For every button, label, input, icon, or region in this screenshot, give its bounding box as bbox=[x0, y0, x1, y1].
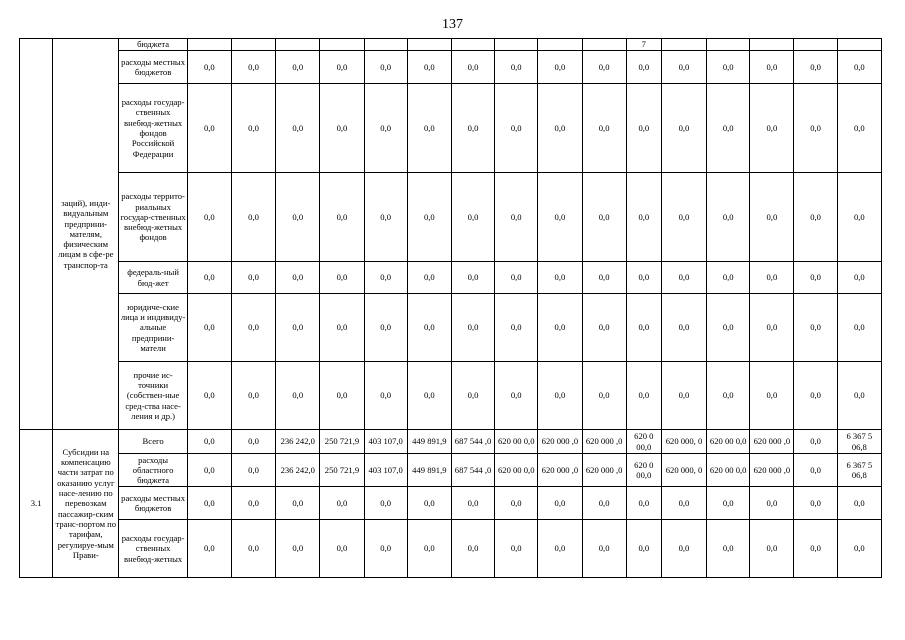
value-cell: 0,0 bbox=[837, 487, 881, 520]
value-cell: 6 367 5 06,8 bbox=[837, 454, 881, 487]
value-cell: 0,0 bbox=[276, 520, 320, 578]
value-cell: 0,0 bbox=[661, 294, 706, 362]
budget-table bbox=[19, 38, 882, 578]
value-cell: 0,0 bbox=[794, 262, 837, 294]
page-number: 137 bbox=[442, 17, 463, 32]
funding-source-cell: расходы местных бюджетов bbox=[119, 487, 187, 520]
value-cell: 0,0 bbox=[495, 262, 538, 294]
value-cell: 0,0 bbox=[661, 173, 706, 262]
value-cell: 0,0 bbox=[495, 173, 538, 262]
value-cell: 0,0 bbox=[276, 262, 320, 294]
value-cell: 620 0 00,0 bbox=[626, 430, 661, 454]
value-cell: 0,0 bbox=[794, 84, 837, 173]
value-cell: 0,0 bbox=[661, 487, 706, 520]
table-row bbox=[20, 454, 882, 487]
value-cell: 0,0 bbox=[407, 173, 451, 262]
value-cell: 0,0 bbox=[582, 51, 626, 84]
value-cell: 0,0 bbox=[231, 294, 275, 362]
value-cell: 0,0 bbox=[750, 362, 794, 430]
value-cell: 0,0 bbox=[231, 51, 275, 84]
value-cell: 0,0 bbox=[837, 362, 881, 430]
value-cell: 0,0 bbox=[231, 520, 275, 578]
funding-source-cell: расходы террито-риальных государ-ственных внебюд-жетных фондов bbox=[119, 173, 187, 262]
value-cell: 687 544 ,0 bbox=[451, 430, 494, 454]
funding-source-cell: федераль-ный бюд-жет bbox=[119, 262, 187, 294]
value-cell: 0,0 bbox=[187, 454, 231, 487]
value-cell: 0,0 bbox=[495, 294, 538, 362]
value-cell: 0,0 bbox=[364, 294, 407, 362]
value-cell: 0,0 bbox=[626, 294, 661, 362]
value-cell: 0,0 bbox=[837, 173, 881, 262]
value-cell: 0,0 bbox=[320, 520, 364, 578]
value-cell: 0,0 bbox=[538, 173, 582, 262]
value-cell: 0,0 bbox=[750, 173, 794, 262]
value-cell: 0,0 bbox=[626, 362, 661, 430]
value-cell: 0,0 bbox=[231, 362, 275, 430]
value-cell: 0,0 bbox=[707, 84, 750, 173]
value-cell: 0,0 bbox=[451, 294, 494, 362]
value-cell: 620 000 ,0 bbox=[582, 430, 626, 454]
item-number-cell bbox=[20, 39, 53, 430]
value-cell: 0,0 bbox=[187, 520, 231, 578]
value-cell: 0,0 bbox=[231, 454, 275, 487]
value-cell: 0,0 bbox=[407, 362, 451, 430]
value-cell: 0,0 bbox=[451, 262, 494, 294]
value-cell: 0,0 bbox=[320, 362, 364, 430]
value-cell: 0,0 bbox=[495, 520, 538, 578]
value-cell bbox=[582, 39, 626, 51]
value-cell: 0,0 bbox=[626, 173, 661, 262]
value-cell: 0,0 bbox=[451, 520, 494, 578]
value-cell: 0,0 bbox=[707, 262, 750, 294]
value-cell: 0,0 bbox=[538, 51, 582, 84]
value-cell: 0,0 bbox=[707, 173, 750, 262]
value-cell: 0,0 bbox=[582, 487, 626, 520]
value-cell: 0,0 bbox=[451, 84, 494, 173]
value-cell: 250 721,9 bbox=[320, 454, 364, 487]
value-cell: 0,0 bbox=[538, 487, 582, 520]
value-cell: 0,0 bbox=[187, 294, 231, 362]
value-cell: 0,0 bbox=[794, 454, 837, 487]
value-cell: 0,0 bbox=[538, 362, 582, 430]
value-cell: 0,0 bbox=[582, 262, 626, 294]
value-cell: 0,0 bbox=[187, 173, 231, 262]
value-cell: 0,0 bbox=[320, 84, 364, 173]
value-cell: 0,0 bbox=[794, 430, 837, 454]
value-cell: 0,0 bbox=[231, 487, 275, 520]
value-cell bbox=[707, 39, 750, 51]
value-cell: 236 242,0 bbox=[276, 430, 320, 454]
value-cell: 0,0 bbox=[750, 84, 794, 173]
value-cell: 0,0 bbox=[750, 51, 794, 84]
value-cell: 620 00 0,0 bbox=[495, 430, 538, 454]
value-cell: 0,0 bbox=[276, 294, 320, 362]
value-cell: 403 107,0 bbox=[364, 430, 407, 454]
value-cell: 620 00 0,0 bbox=[495, 454, 538, 487]
value-cell: 0,0 bbox=[837, 520, 881, 578]
value-cell: 0,0 bbox=[538, 84, 582, 173]
value-cell: 0,0 bbox=[364, 173, 407, 262]
value-cell: 0,0 bbox=[661, 51, 706, 84]
value-cell: 0,0 bbox=[407, 520, 451, 578]
value-cell: 0,0 bbox=[794, 487, 837, 520]
value-cell: 0,0 bbox=[495, 362, 538, 430]
value-cell: 0,0 bbox=[407, 84, 451, 173]
value-cell bbox=[750, 39, 794, 51]
value-cell: 0,0 bbox=[750, 294, 794, 362]
value-cell: 0,0 bbox=[582, 520, 626, 578]
funding-source-cell: расходы местных бюджетов bbox=[119, 51, 187, 84]
value-cell: 0,0 bbox=[231, 84, 275, 173]
value-cell: 0,0 bbox=[750, 262, 794, 294]
value-cell bbox=[538, 39, 582, 51]
funding-source-cell: прочие ис-точники (собствен-ные сред-ства насе-ления и др.) bbox=[119, 362, 187, 430]
value-cell: 449 891,9 bbox=[407, 454, 451, 487]
value-cell: 250 721,9 bbox=[320, 430, 364, 454]
value-cell: 0,0 bbox=[451, 487, 494, 520]
value-cell: 0,0 bbox=[187, 84, 231, 173]
value-cell: 0,0 bbox=[495, 487, 538, 520]
value-cell: 0,0 bbox=[364, 487, 407, 520]
value-cell: 0,0 bbox=[451, 173, 494, 262]
table-row bbox=[20, 39, 882, 51]
table-row bbox=[20, 362, 882, 430]
value-cell: 0,0 bbox=[276, 362, 320, 430]
value-cell: 0,0 bbox=[364, 84, 407, 173]
funding-source-cell: бюджета bbox=[119, 39, 187, 51]
value-cell: 236 242,0 bbox=[276, 454, 320, 487]
value-cell bbox=[451, 39, 494, 51]
table-row bbox=[20, 51, 882, 84]
funding-source-cell: расходы областного бюджета bbox=[119, 454, 187, 487]
value-cell: 0,0 bbox=[538, 294, 582, 362]
value-cell: 0,0 bbox=[794, 51, 837, 84]
value-cell: 0,0 bbox=[538, 520, 582, 578]
value-cell: 0,0 bbox=[495, 51, 538, 84]
value-cell: 0,0 bbox=[707, 520, 750, 578]
value-cell: 0,0 bbox=[231, 173, 275, 262]
value-cell: 0,0 bbox=[707, 362, 750, 430]
value-cell: 0,0 bbox=[626, 520, 661, 578]
value-cell: 0,0 bbox=[661, 84, 706, 173]
value-cell: 0,0 bbox=[582, 84, 626, 173]
value-cell: 0,0 bbox=[794, 294, 837, 362]
value-cell: 0,0 bbox=[276, 487, 320, 520]
value-cell: 0,0 bbox=[837, 84, 881, 173]
value-cell: 620 000 ,0 bbox=[538, 430, 582, 454]
value-cell: 0,0 bbox=[320, 51, 364, 84]
funding-source-cell: юридиче-ские лица и индивиду-альные предприни-матели bbox=[119, 294, 187, 362]
value-cell: 620 0 00,0 bbox=[626, 454, 661, 487]
value-cell bbox=[794, 39, 837, 51]
value-cell: 0,0 bbox=[364, 362, 407, 430]
value-cell: 0,0 bbox=[837, 51, 881, 84]
value-cell: 0,0 bbox=[320, 487, 364, 520]
table-row bbox=[20, 173, 882, 262]
item-number-cell: 3.1 bbox=[20, 430, 53, 578]
value-cell: 0,0 bbox=[707, 51, 750, 84]
item-description-cell: заций), инди-видуальным предприни-мателям, физическим лицам в сфе-ре транспор-та bbox=[53, 39, 119, 430]
value-cell: 0,0 bbox=[231, 430, 275, 454]
value-cell: 0,0 bbox=[364, 51, 407, 84]
value-cell: 0,0 bbox=[661, 262, 706, 294]
value-cell: 0,0 bbox=[320, 294, 364, 362]
value-cell: 0,0 bbox=[837, 294, 881, 362]
value-cell: 620 000 ,0 bbox=[750, 430, 794, 454]
value-cell: 403 107,0 bbox=[364, 454, 407, 487]
table-row bbox=[20, 84, 882, 173]
value-cell: 0,0 bbox=[626, 51, 661, 84]
value-cell: 0,0 bbox=[451, 362, 494, 430]
table-row bbox=[20, 262, 882, 294]
value-cell: 0,0 bbox=[837, 262, 881, 294]
value-cell: 620 000 ,0 bbox=[750, 454, 794, 487]
value-cell bbox=[661, 39, 706, 51]
value-cell: 0,0 bbox=[187, 51, 231, 84]
funding-source-cell: Всего bbox=[119, 430, 187, 454]
value-cell: 0,0 bbox=[582, 173, 626, 262]
funding-source-cell: расходы государ-ственных внебюд-жетных фондов Российской Федерации bbox=[119, 84, 187, 173]
value-cell: 0,0 bbox=[276, 84, 320, 173]
value-cell bbox=[320, 39, 364, 51]
value-cell: 620 000, 0 bbox=[661, 430, 706, 454]
value-cell: 0,0 bbox=[626, 262, 661, 294]
value-cell: 0,0 bbox=[231, 262, 275, 294]
value-cell: 0,0 bbox=[364, 262, 407, 294]
value-cell: 0,0 bbox=[750, 487, 794, 520]
value-cell: 620 00 0,0 bbox=[707, 430, 750, 454]
item-description-cell: Субсидии на компенсацию части затрат по оказанию услуг насе-лению по перевозкам пассажир-ским транс-портом по тарифам, регулируе-мым Прави- bbox=[53, 430, 119, 578]
value-cell: 0,0 bbox=[187, 362, 231, 430]
value-cell: 0,0 bbox=[276, 51, 320, 84]
table-row bbox=[20, 294, 882, 362]
value-cell bbox=[495, 39, 538, 51]
value-cell: 0,0 bbox=[661, 362, 706, 430]
value-cell: 0,0 bbox=[661, 520, 706, 578]
value-cell: 0,0 bbox=[320, 173, 364, 262]
value-cell: 0,0 bbox=[707, 487, 750, 520]
value-cell: 0,0 bbox=[794, 520, 837, 578]
table-row bbox=[20, 430, 882, 454]
value-cell: 0,0 bbox=[707, 294, 750, 362]
value-cell: 0,0 bbox=[407, 262, 451, 294]
value-cell: 0,0 bbox=[750, 520, 794, 578]
value-cell: 0,0 bbox=[582, 362, 626, 430]
value-cell: 0,0 bbox=[407, 51, 451, 84]
value-cell: 0,0 bbox=[187, 262, 231, 294]
value-cell bbox=[837, 39, 881, 51]
value-cell: 0,0 bbox=[794, 362, 837, 430]
value-cell: 0,0 bbox=[364, 520, 407, 578]
value-cell: 6 367 5 06,8 bbox=[837, 430, 881, 454]
value-cell bbox=[231, 39, 275, 51]
funding-source-cell: расходы государ-ственных внебюд-жетных bbox=[119, 520, 187, 578]
value-cell: 620 000, 0 bbox=[661, 454, 706, 487]
value-cell: 0,0 bbox=[794, 173, 837, 262]
value-cell: 0,0 bbox=[407, 487, 451, 520]
value-cell: 620 000 ,0 bbox=[582, 454, 626, 487]
value-cell: 620 00 0,0 bbox=[707, 454, 750, 487]
table-row bbox=[20, 487, 882, 520]
value-cell: 0,0 bbox=[451, 51, 494, 84]
value-cell: 687 544 ,0 bbox=[451, 454, 494, 487]
value-cell: 0,0 bbox=[626, 487, 661, 520]
value-cell: 449 891,9 bbox=[407, 430, 451, 454]
value-cell bbox=[276, 39, 320, 51]
value-cell: 0,0 bbox=[495, 84, 538, 173]
value-cell: 0,0 bbox=[276, 173, 320, 262]
value-cell: 0,0 bbox=[626, 84, 661, 173]
value-cell: 7 bbox=[626, 39, 661, 51]
value-cell bbox=[364, 39, 407, 51]
value-cell: 0,0 bbox=[320, 262, 364, 294]
value-cell bbox=[407, 39, 451, 51]
value-cell: 0,0 bbox=[187, 430, 231, 454]
value-cell: 0,0 bbox=[538, 262, 582, 294]
table-row bbox=[20, 520, 882, 578]
value-cell: 620 000 ,0 bbox=[538, 454, 582, 487]
value-cell bbox=[187, 39, 231, 51]
value-cell: 0,0 bbox=[582, 294, 626, 362]
value-cell: 0,0 bbox=[407, 294, 451, 362]
value-cell: 0,0 bbox=[187, 487, 231, 520]
